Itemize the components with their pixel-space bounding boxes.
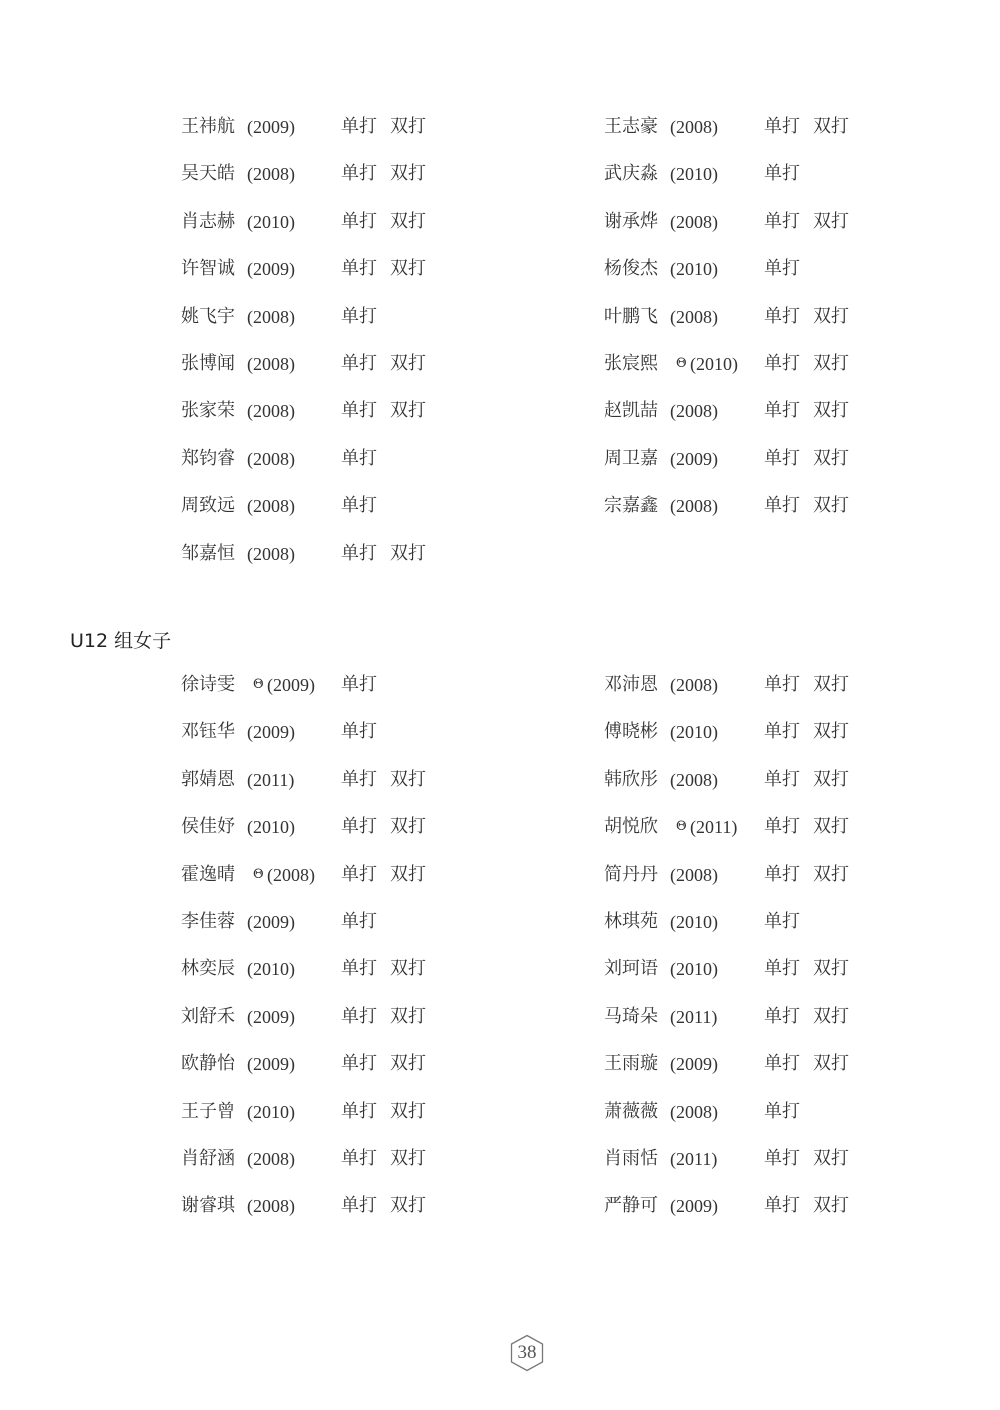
event-singles: 单打 [764, 1148, 800, 1169]
player-entry [604, 112, 904, 142]
birth-year: (2011) [670, 1149, 718, 1169]
player-entry [604, 1191, 904, 1221]
event-singles: 单打 [764, 400, 800, 422]
player-name: 邹嘉恒 [181, 542, 235, 564]
player-name: 张宸熙 [604, 353, 658, 374]
event-doubles: 双打 [813, 1005, 849, 1027]
event-doubles: 双打 [390, 163, 426, 185]
player-entry [181, 491, 481, 521]
player-name: 徐诗雯 [181, 674, 235, 695]
event-doubles: 双打 [813, 1148, 849, 1169]
event-doubles: 双打 [390, 258, 426, 280]
event-doubles: 双打 [390, 1005, 426, 1027]
player-entry [604, 907, 904, 937]
event-doubles: 双打 [390, 400, 426, 422]
player-entry [181, 1097, 481, 1127]
birth-year: (2008) [670, 675, 718, 695]
birth-year: (2009) [670, 1054, 718, 1075]
player-entry [604, 1002, 904, 1032]
player-name: 周卫嘉 [604, 447, 658, 469]
event-singles: 单打 [341, 353, 377, 374]
event-doubles: 双打 [390, 542, 426, 564]
birth-year: (2008) [267, 864, 315, 885]
player-name: 杨俊杰 [604, 258, 658, 280]
page-number: 38 [517, 1342, 537, 1363]
birth-year: (2008) [670, 1101, 718, 1122]
event-singles: 单打 [341, 210, 377, 232]
event-doubles: 双打 [813, 958, 849, 980]
player-entry [604, 396, 904, 426]
event-doubles: 双打 [813, 353, 849, 374]
event-singles: 单打 [341, 1195, 377, 1217]
birth-year: (2009) [267, 675, 315, 695]
player-name: 刘珂语 [604, 958, 658, 980]
player-name: 邓钰华 [181, 721, 235, 743]
event-doubles: 双打 [813, 495, 849, 517]
event-doubles: 双打 [390, 958, 426, 980]
birth-year: (2011) [247, 769, 295, 790]
event-singles: 单打 [764, 1005, 800, 1027]
player-entry [604, 765, 904, 795]
birth-year: (2008) [247, 543, 295, 564]
birth-year: (2009) [247, 1054, 295, 1075]
event-singles: 单打 [341, 163, 377, 185]
event-singles: 单打 [764, 353, 800, 374]
player-entry [181, 765, 481, 795]
event-singles: 单打 [764, 1100, 800, 1122]
player-name: 胡悦欣 [604, 816, 658, 838]
event-doubles: 双打 [813, 116, 849, 137]
player-name: 肖志赫 [181, 210, 235, 232]
player-name: 王志豪 [604, 116, 658, 137]
birth-year: (2008) [670, 306, 718, 327]
player-name: 谢睿琪 [181, 1195, 235, 1217]
birth-year: (2008) [670, 117, 718, 137]
seed-mark: Θ [676, 356, 687, 371]
event-singles: 单打 [341, 1005, 377, 1027]
event-doubles: 双打 [813, 1053, 849, 1075]
event-singles: 单打 [341, 1100, 377, 1122]
birth-year: (2008) [247, 496, 295, 517]
birth-year: (2009) [247, 912, 295, 932]
player-name: 王雨璇 [604, 1053, 658, 1075]
player-entry [181, 907, 481, 937]
page-number-badge [509, 1334, 545, 1372]
birth-year: (2010) [690, 354, 738, 374]
player-entry [181, 207, 481, 237]
event-singles: 单打 [764, 816, 800, 838]
birth-year: (2008) [247, 448, 295, 469]
player-entry [181, 1002, 481, 1032]
event-doubles: 双打 [390, 1100, 426, 1122]
player-entry [604, 1144, 904, 1174]
event-singles: 单打 [764, 116, 800, 137]
event-doubles: 双打 [813, 721, 849, 743]
player-name: 马琦朵 [604, 1005, 658, 1027]
player-name: 林奕辰 [181, 958, 235, 980]
player-entry [181, 860, 481, 890]
event-singles: 单打 [764, 163, 800, 185]
event-doubles: 双打 [390, 116, 426, 137]
event-doubles: 双打 [813, 400, 849, 422]
player-entry [181, 112, 481, 142]
event-singles: 单打 [764, 258, 800, 280]
event-doubles: 双打 [813, 447, 849, 469]
player-name: 邓沛恩 [604, 674, 658, 695]
birth-year: (2008) [670, 496, 718, 517]
player-name: 王子曾 [181, 1100, 235, 1122]
event-singles: 单打 [764, 210, 800, 232]
player-name: 简丹丹 [604, 863, 658, 885]
birth-year: (2008) [670, 211, 718, 232]
seed-mark: Θ [253, 866, 264, 882]
birth-year: (2010) [247, 1101, 295, 1122]
player-entry [181, 396, 481, 426]
event-doubles: 双打 [813, 210, 849, 232]
event-singles: 单打 [764, 305, 800, 327]
birth-year: (2010) [670, 164, 718, 185]
player-entry [604, 1049, 904, 1079]
birth-year: (2009) [247, 1006, 295, 1027]
player-entry [181, 349, 481, 379]
seed-mark: Θ [253, 677, 264, 692]
player-entry [181, 1144, 481, 1174]
player-entry [604, 717, 904, 747]
event-singles: 单打 [341, 258, 377, 280]
player-entry [181, 812, 481, 842]
event-singles: 单打 [764, 674, 800, 695]
event-singles: 单打 [764, 721, 800, 743]
event-singles: 单打 [341, 495, 377, 517]
player-name: 韩欣彤 [604, 768, 658, 790]
player-entry [181, 302, 481, 332]
player-name: 刘舒禾 [181, 1005, 235, 1027]
player-name: 赵凯喆 [604, 400, 658, 422]
event-singles: 单打 [764, 1195, 800, 1217]
birth-year: (2009) [247, 259, 295, 280]
birth-year: (2008) [247, 354, 295, 374]
event-doubles: 双打 [390, 1195, 426, 1217]
section-heading-u12-girls: U12 组女子 [70, 630, 172, 652]
birth-year: (2010) [247, 959, 295, 980]
player-entry [181, 954, 481, 984]
player-entry [181, 1191, 481, 1221]
player-name: 姚飞宇 [181, 305, 235, 327]
event-singles: 单打 [341, 958, 377, 980]
event-singles: 单打 [341, 863, 377, 885]
event-singles: 单打 [341, 816, 377, 838]
player-entry [181, 1049, 481, 1079]
player-name: 侯佳妤 [181, 816, 235, 838]
player-name: 肖雨恬 [604, 1148, 658, 1169]
player-name: 张家荣 [181, 400, 235, 422]
birth-year: (2008) [247, 1196, 295, 1217]
player-name: 张博闻 [181, 353, 235, 374]
player-name: 肖舒涵 [181, 1148, 235, 1169]
player-name: 武庆淼 [604, 163, 658, 185]
player-entry [604, 159, 904, 189]
player-name: 萧薇薇 [604, 1100, 658, 1122]
player-entry [604, 812, 904, 842]
birth-year: (2009) [247, 117, 295, 137]
birth-year: (2008) [670, 864, 718, 885]
player-name: 谢承烨 [604, 210, 658, 232]
player-entry [604, 254, 904, 284]
event-doubles: 双打 [813, 674, 849, 695]
player-entry [604, 954, 904, 984]
event-singles: 单打 [764, 911, 800, 932]
birth-year: (2010) [670, 722, 718, 743]
seed-mark: Θ [676, 819, 687, 835]
player-name: 郭婧恩 [181, 768, 235, 790]
birth-year: (2010) [670, 259, 718, 280]
event-singles: 单打 [341, 447, 377, 469]
birth-year: (2011) [690, 817, 738, 838]
event-doubles: 双打 [390, 863, 426, 885]
player-entry [181, 717, 481, 747]
event-singles: 单打 [764, 768, 800, 790]
event-singles: 单打 [764, 495, 800, 517]
event-doubles: 双打 [813, 816, 849, 838]
birth-year: (2008) [670, 769, 718, 790]
birth-year: (2011) [670, 1006, 718, 1027]
event-singles: 单打 [764, 863, 800, 885]
event-doubles: 双打 [390, 1053, 426, 1075]
player-name: 霍逸晴 [181, 863, 235, 885]
event-singles: 单打 [341, 674, 377, 695]
player-name: 傅晓彬 [604, 721, 658, 743]
event-singles: 单打 [764, 447, 800, 469]
player-name: 王祎航 [181, 116, 235, 137]
event-singles: 单打 [341, 1053, 377, 1075]
player-entry [604, 670, 904, 700]
event-singles: 单打 [764, 1053, 800, 1075]
player-entry [604, 302, 904, 332]
player-name: 许智诚 [181, 258, 235, 280]
event-singles: 单打 [341, 305, 377, 327]
player-name: 叶鹏飞 [604, 305, 658, 327]
event-doubles: 双打 [390, 816, 426, 838]
birth-year: (2008) [247, 164, 295, 185]
player-entry [181, 254, 481, 284]
player-entry [604, 860, 904, 890]
event-doubles: 双打 [813, 1195, 849, 1217]
player-entry [181, 539, 481, 569]
birth-year: (2008) [247, 1149, 295, 1169]
birth-year: (2008) [247, 306, 295, 327]
event-doubles: 双打 [813, 768, 849, 790]
birth-year: (2010) [670, 959, 718, 980]
event-singles: 单打 [764, 958, 800, 980]
birth-year: (2009) [670, 448, 718, 469]
event-singles: 单打 [341, 768, 377, 790]
player-name: 林琪苑 [604, 911, 658, 932]
birth-year: (2010) [247, 211, 295, 232]
event-doubles: 双打 [813, 863, 849, 885]
player-name: 周致远 [181, 495, 235, 517]
event-doubles: 双打 [390, 210, 426, 232]
event-singles: 单打 [341, 400, 377, 422]
player-name: 李佳蓉 [181, 911, 235, 932]
event-singles: 单打 [341, 542, 377, 564]
player-entry [604, 207, 904, 237]
player-entry [181, 444, 481, 474]
player-entry [604, 349, 904, 379]
player-entry [604, 491, 904, 521]
event-singles: 单打 [341, 721, 377, 743]
birth-year: (2010) [247, 817, 295, 838]
event-singles: 单打 [341, 911, 377, 932]
birth-year: (2010) [670, 912, 718, 932]
player-entry [181, 159, 481, 189]
event-doubles: 双打 [390, 353, 426, 374]
event-doubles: 双打 [813, 305, 849, 327]
event-doubles: 双打 [390, 1148, 426, 1169]
player-name: 吴天皓 [181, 163, 235, 185]
player-name: 郑钧睿 [181, 447, 235, 469]
birth-year: (2008) [670, 401, 718, 422]
birth-year: (2009) [670, 1196, 718, 1217]
event-singles: 单打 [341, 116, 377, 137]
event-doubles: 双打 [390, 768, 426, 790]
player-name: 严静可 [604, 1195, 658, 1217]
birth-year: (2008) [247, 401, 295, 422]
player-entry [604, 1097, 904, 1127]
player-entry [181, 670, 481, 700]
player-name: 欧静怡 [181, 1053, 235, 1075]
player-name: 宗嘉鑫 [604, 495, 658, 517]
event-singles: 单打 [341, 1148, 377, 1169]
player-entry [604, 444, 904, 474]
birth-year: (2009) [247, 722, 295, 743]
